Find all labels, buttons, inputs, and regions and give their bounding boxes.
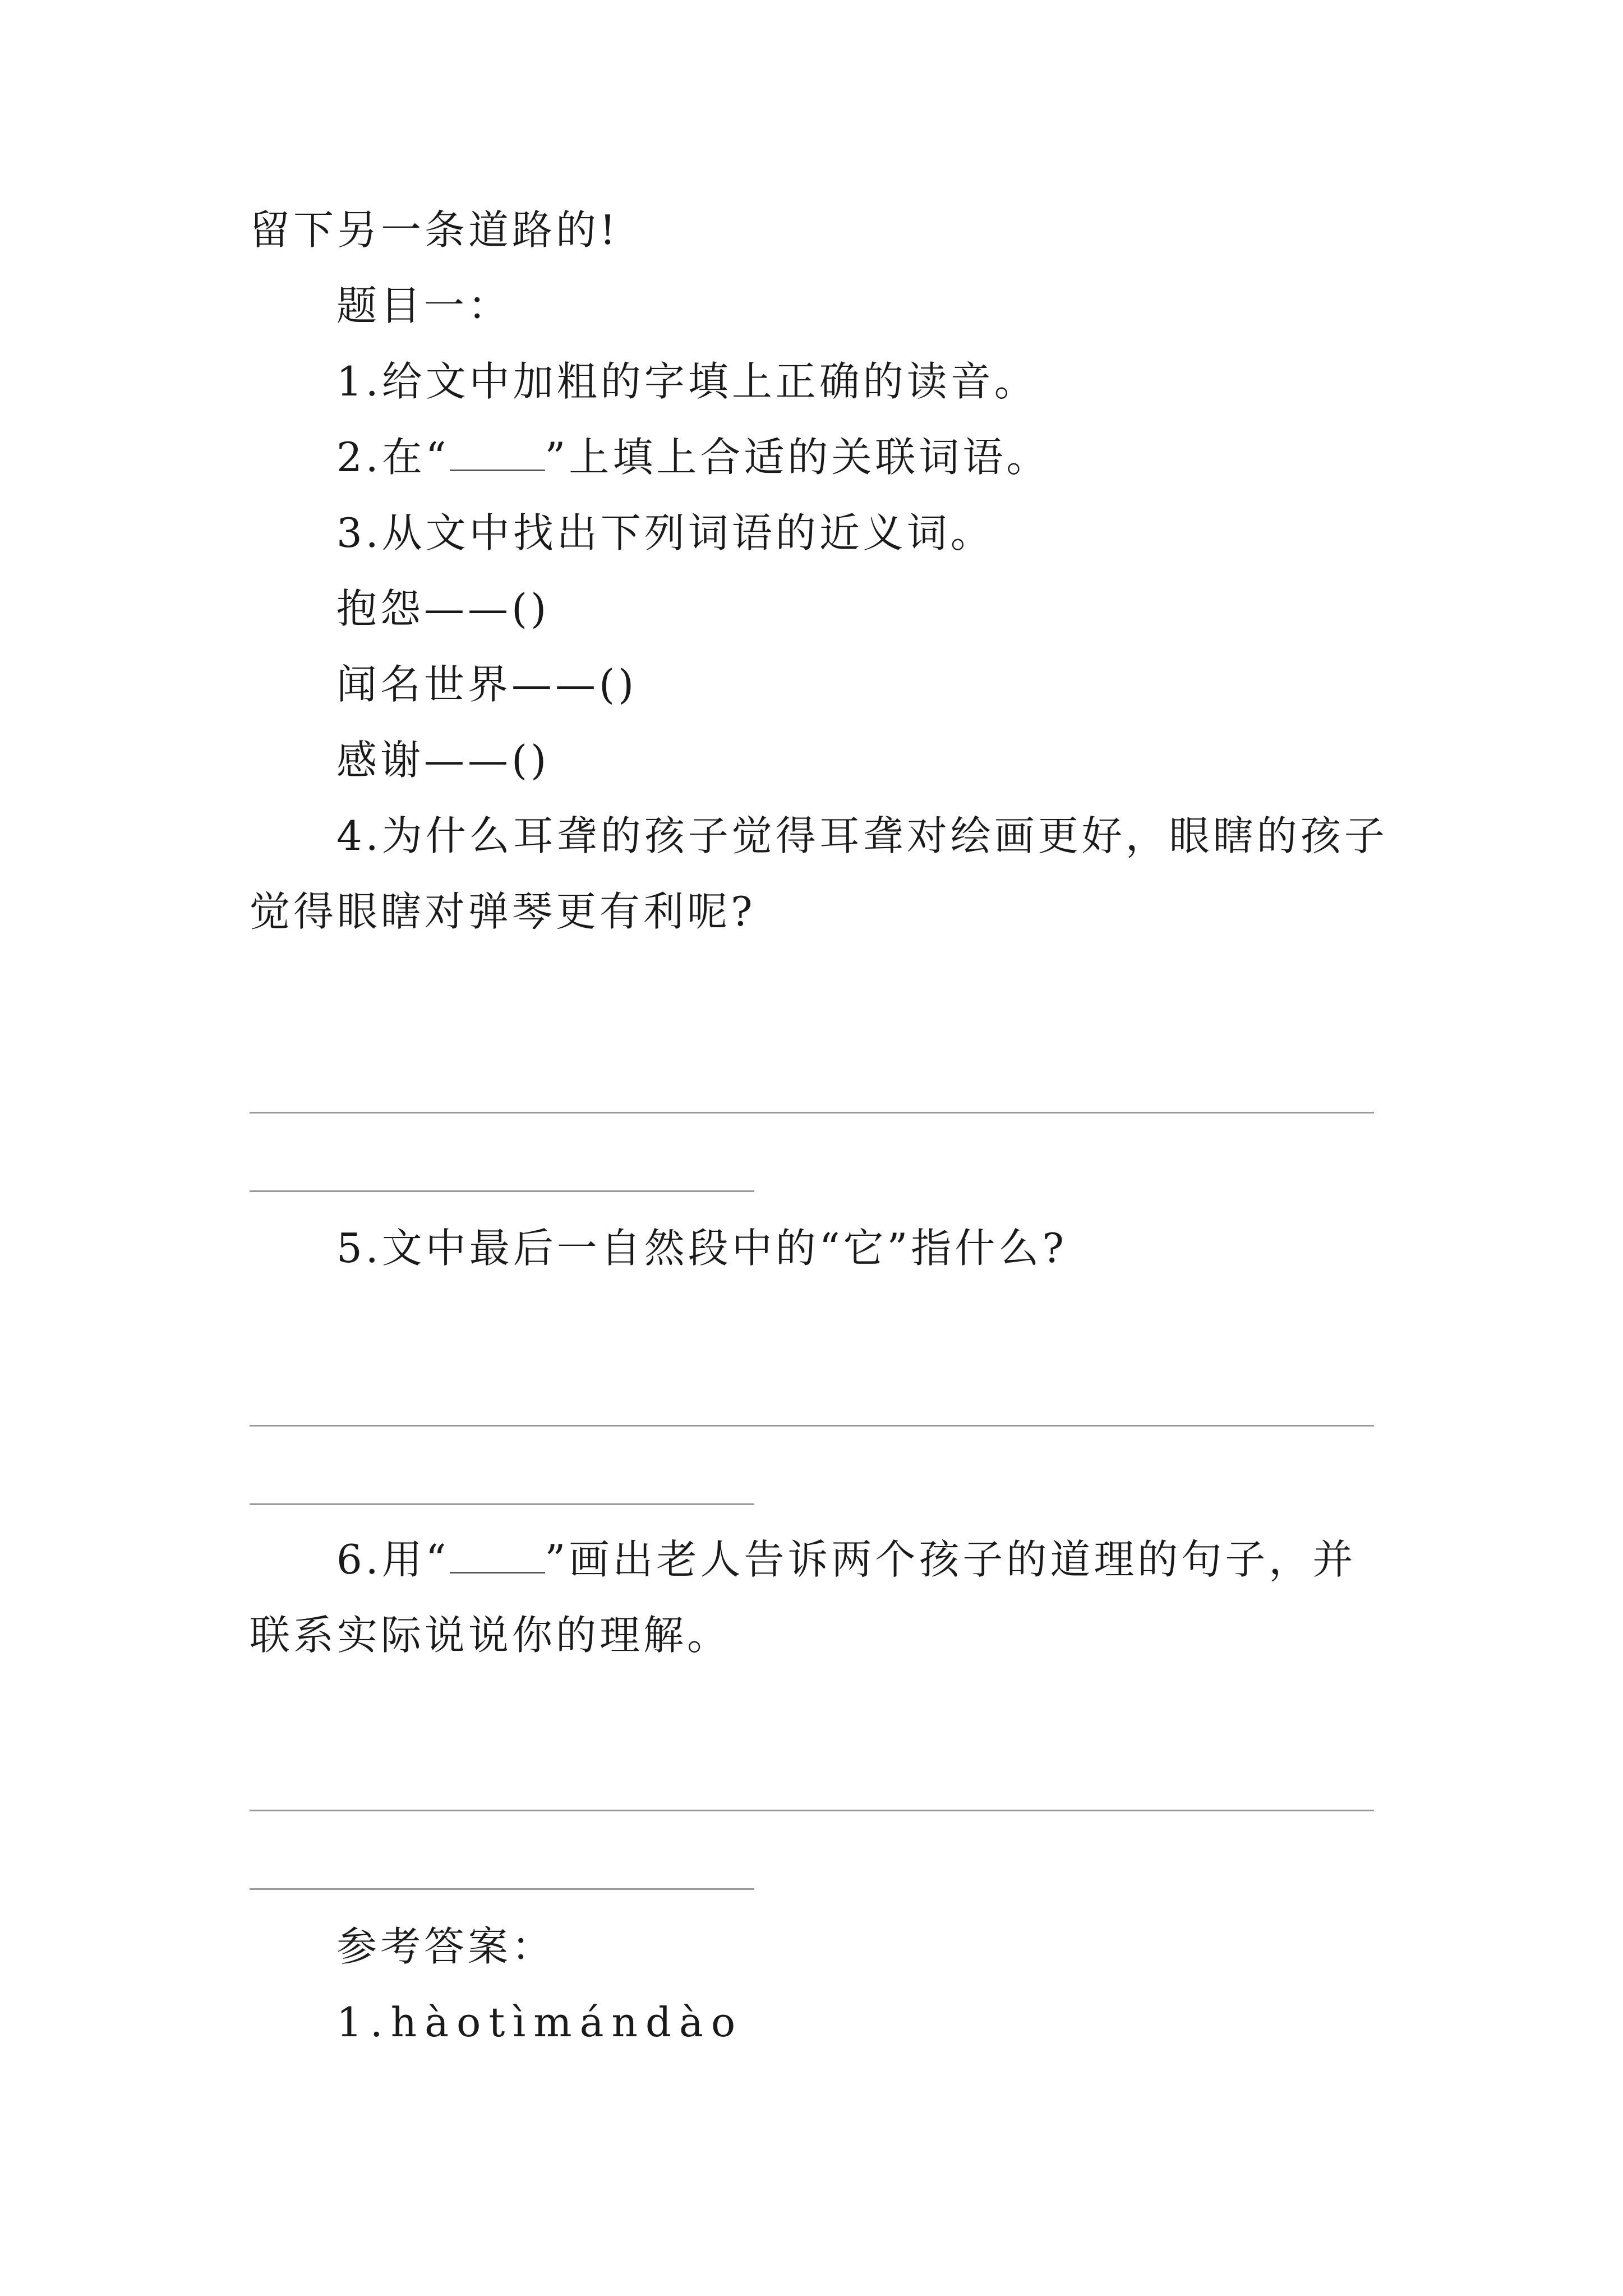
question-2-suffix: ”上填上合适的关联词语。 [545, 434, 1050, 481]
question-6-line-1 [336, 1534, 1356, 1585]
answer-line [250, 1888, 754, 1890]
answer-line [250, 1503, 754, 1505]
question-2-prefix: 2.在“ [336, 434, 450, 481]
question-2 [336, 432, 1050, 482]
answers-heading: 参考答案： [336, 1923, 556, 1970]
answer-1: 1.hàotìmándào [336, 1999, 744, 2046]
question-6-prefix: 6.用“ [336, 1536, 450, 1583]
question-5: 5.文中最后一自然段中的“它”指什么? [336, 1225, 1067, 1272]
blank-underline [450, 1538, 545, 1573]
answer-line [250, 1425, 1374, 1427]
answer-line [250, 1190, 754, 1192]
question-6-line-2: 联系实际说说你的理解。 [250, 1612, 731, 1659]
section-heading: 题目一： [336, 282, 512, 329]
answer-line [250, 1112, 1374, 1114]
question-6-suffix: ”画出老人告诉两个孩子的道理的句子，并 [545, 1536, 1357, 1583]
blank-underline [450, 436, 545, 471]
text-line-continuation: 留下另一条道路的! [250, 206, 619, 254]
question-4-line-1: 4.为什么耳聋的孩子觉得耳聋对绘画更好，眼瞎的孩子 [336, 812, 1388, 859]
question-1: 1.给文中加粗的字填上正确的读音。 [336, 358, 1038, 405]
question-3: 3.从文中找出下列词语的近义词。 [336, 509, 994, 556]
answer-line [250, 1810, 1374, 1811]
question-4-line-2: 觉得眼瞎对弹琴更有利呢? [250, 888, 756, 935]
synonym-item-1: 抱怨——() [336, 585, 550, 632]
synonym-item-2: 闻名世界——() [336, 661, 638, 708]
synonym-item-3: 感谢——() [336, 737, 550, 784]
